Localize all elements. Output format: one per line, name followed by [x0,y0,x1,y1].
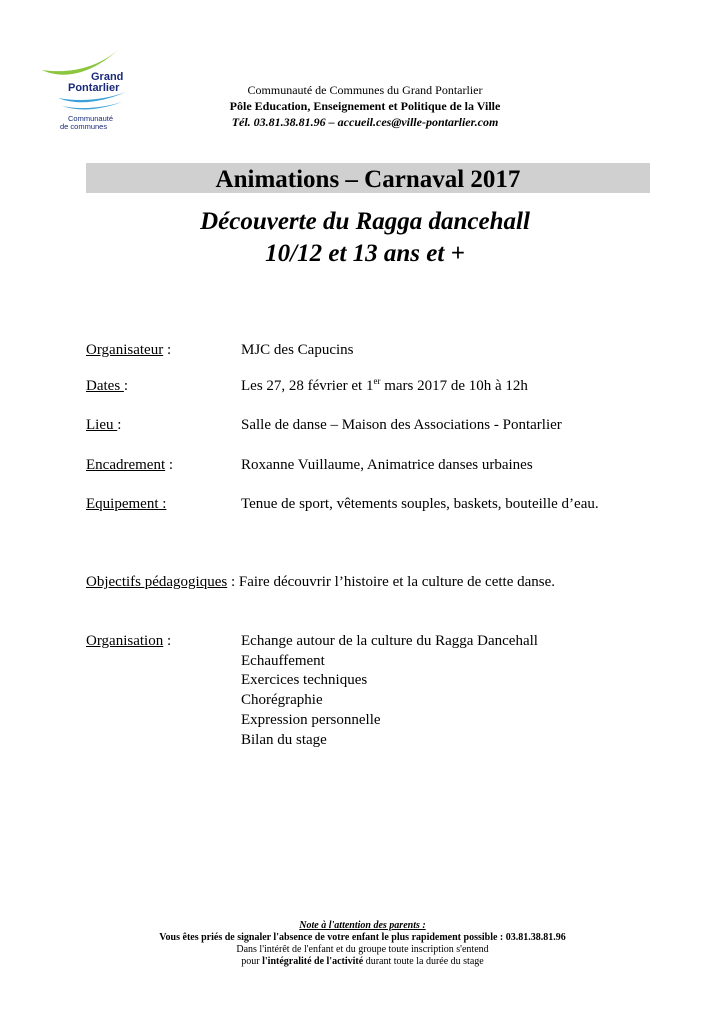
organisation-item: Bilan du stage [241,732,327,748]
field-label: Encadrement : [86,457,174,473]
organisation-item: Exercices techniques [241,672,368,688]
header-department: Pôle Education, Enseignement et Politique de la Ville [229,99,501,113]
header-contact: Tél. 03.81.38.81.96 – accueil.ces@ville-pontarlier.com [231,115,499,129]
note-line-duration: pour l'intégralité de l'activité durant toute la durée du stage [241,956,484,967]
field-value: Salle de danse – Maison des Associations - Pontarlier [241,417,562,433]
note-line-interest: Dans l'intérêt de l'enfant et du groupe toute inscription s'entend [236,944,489,955]
logo [38,40,138,135]
logo-text-grand: Grand [91,71,124,83]
organisation-item: Echange autour de la culture du Ragga Dancehall [241,633,538,649]
field-label: Organisation : [86,633,172,649]
field-label: Equipement : [86,496,167,512]
field-value: Roxanne Vuillaume, Animatrice danses urbaines [241,457,533,473]
page-title-banner: Animations – Carnaval 2017 [86,163,650,193]
field-label: Objectifs pédagogiques : Faire découvrir l’histoire et la culture de cette danse. [86,574,555,590]
organisation-item: Echauffement [241,653,325,669]
organisation-item: Expression personnelle [241,712,381,728]
field-value: Les 27, 28 février et 1er mars 2017 de 10h à 12h [241,376,528,394]
header-organization: Communauté de Communes du Grand Pontarlier [247,83,483,97]
field-value: Tenue de sport, vêtements souples, baskets, bouteille d’eau. [241,496,599,512]
note-title: Note à l'attention des parents : [299,920,426,931]
field-label: Organisateur : [86,342,172,358]
field-label: Dates : [86,378,129,394]
field-value: MJC des Capucins [241,342,354,358]
logo-text-de-communes: de communes [60,122,108,131]
logo-text-communaute: Communauté [68,114,114,123]
field-label: Lieu : [86,417,122,433]
organisation-item: Chorégraphie [241,692,323,708]
note-line-absence: Vous êtes priés de signaler l'absence de votre enfant le plus rapidement possible : 03.81.38.81.96 [159,932,566,943]
activity-age-group: 10/12 et 13 ans et + [265,240,465,267]
logo-text-pontarlier: Pontarlier [68,82,120,94]
activity-title: Découverte du Ragga dancehall [200,208,530,235]
